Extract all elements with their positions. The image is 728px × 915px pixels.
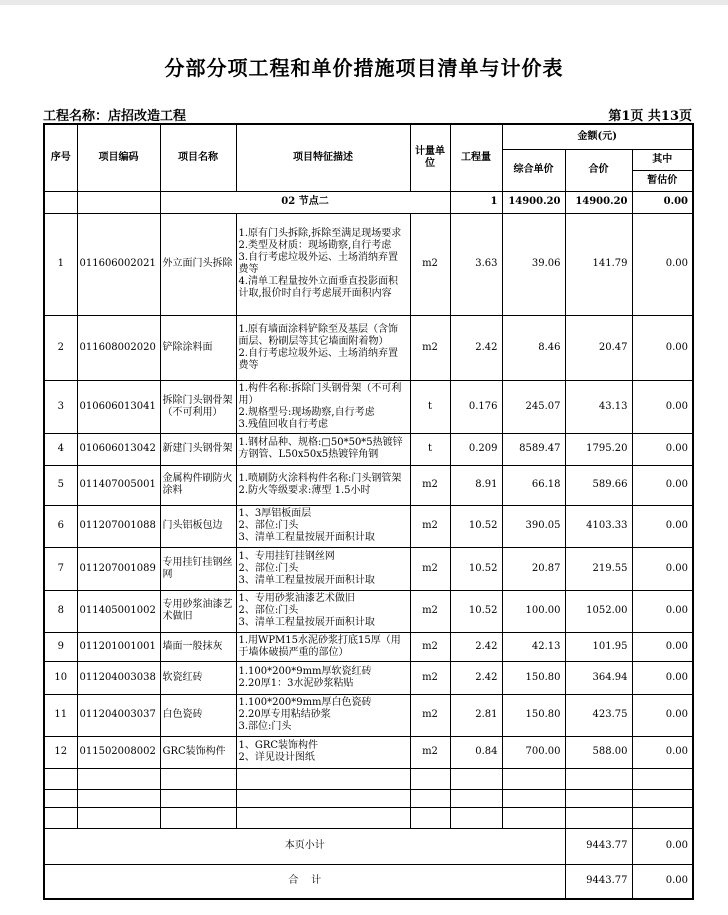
row-total: 4103.33 [565, 505, 632, 547]
row-total: 364.94 [565, 661, 632, 694]
page-title: 分部分项工程和单价措施项目清单与计价表 [164, 56, 564, 80]
row-code: 011207001089 [77, 547, 160, 590]
subtotal-row [44, 828, 693, 864]
row-unit-price: 700.00 [502, 736, 565, 768]
row-unit: m2 [410, 661, 450, 694]
row-name: 软瓷红砖 [160, 661, 236, 694]
row-unit-price: 8.46 [502, 315, 565, 380]
row-seq: 9 [44, 632, 77, 661]
row-desc: 1、3厚铝板面层 2、部位:门头 3、清单工程量按展开面积计取 [236, 505, 410, 547]
grand-total-row-total: 9443.77 [565, 864, 632, 899]
row-unit-price: 8589.47 [502, 433, 565, 465]
row-qty: 10.52 [450, 505, 502, 547]
header-unit: 计量单位 [410, 124, 450, 191]
row-desc: 1.构件名称:拆除门头钢骨架（不可利用） 2.规格型号:现场勘察,自行考虑 3.残值回收自行考虑 [236, 380, 410, 433]
subtotal-row-label: 本页小计 [44, 828, 565, 864]
row-name: 外立面门头拆除 [160, 213, 236, 315]
row-code: 011207001088 [77, 505, 160, 547]
row-seq: 2 [44, 315, 77, 380]
row-unit: m2 [410, 213, 450, 315]
row-code: 011405001002 [77, 590, 160, 632]
row-unit: m2 [410, 694, 450, 736]
row-total: 20.47 [565, 315, 632, 380]
row-qty: 8.91 [450, 465, 502, 505]
row-desc: 1.100*200*9mm厚软瓷红砖 2.20厚1：3水泥砂浆粘贴 [236, 661, 410, 694]
row-provisional: 0.00 [632, 380, 693, 433]
row-provisional: 0.00 [632, 505, 693, 547]
table-row [44, 694, 693, 736]
row-seq: 4 [44, 433, 77, 465]
row-name: 铲除涂料面 [160, 315, 236, 380]
row-unit-price: 390.05 [502, 505, 565, 547]
row-name: 墙面一般抹灰 [160, 632, 236, 661]
row-provisional: 0.00 [632, 736, 693, 768]
table-row [44, 505, 693, 547]
row-desc: 1.用WPM15水泥砂浆打底15厚（用于墙体破损严重的部位） [236, 632, 410, 661]
row-code: 011407005001 [77, 465, 160, 505]
row-seq: 10 [44, 661, 77, 694]
row-provisional: 0.00 [632, 632, 693, 661]
row-desc: 1.原有门头拆除,拆除至满足现场要求 2.类型及材质：现场勘察,自行考虑 3.自行考虑垃圾外运、土场消纳弃置费等 4.清单工程量按外立面垂直投影面积计取,报价时自行考虑展开面积内容 [236, 213, 410, 315]
row-name: 专用砂浆油漆艺术做旧 [160, 590, 236, 632]
row-qty: 0.176 [450, 380, 502, 433]
row-code: 011606002021 [77, 213, 160, 315]
row-total: 589.66 [565, 465, 632, 505]
row-provisional: 0.00 [632, 694, 693, 736]
blank-row [44, 807, 693, 828]
row-total: 423.75 [565, 694, 632, 736]
row-seq: 1 [44, 213, 77, 315]
row-name: GRC装饰构件 [160, 736, 236, 768]
row-seq: 3 [44, 380, 77, 433]
row-seq: 5 [44, 465, 77, 505]
row-seq: 6 [44, 505, 77, 547]
row-qty: 10.52 [450, 590, 502, 632]
row-unit: m2 [410, 465, 450, 505]
table-row [44, 661, 693, 694]
section-label: 02 节点二 [160, 191, 450, 213]
row-qty: 0.209 [450, 433, 502, 465]
grand-total-row-label: 合 计 [44, 864, 565, 899]
row-desc: 1、专用砂浆油漆艺术做旧 2、部位:门头 3、清单工程量按展开面积计取 [236, 590, 410, 632]
row-unit: m2 [410, 315, 450, 380]
row-name: 拆除门头钢骨架（不可利用） [160, 380, 236, 433]
row-total: 1795.20 [565, 433, 632, 465]
header-total: 合价 [565, 149, 632, 191]
section-row [44, 191, 693, 213]
row-qty: 2.42 [450, 632, 502, 661]
row-total: 43.13 [565, 380, 632, 433]
row-seq: 11 [44, 694, 77, 736]
header-unit-price: 综合单价 [502, 149, 565, 191]
row-desc: 1.喷刷防火涂料构件名称:门头钢管架 2.防火等级要求:薄型 1.5小时 [236, 465, 410, 505]
row-qty: 0.84 [450, 736, 502, 768]
row-desc: 1、GRC装饰构件 2、详见设计图纸 [236, 736, 410, 768]
row-desc: 1.原有墙面涂料铲除至及基层（含饰面层、粉刷层等其它墙面附着物） 2.自行考虑垃圾外运、土场消纳弃置费等 [236, 315, 410, 380]
header-desc: 项目特征描述 [236, 124, 410, 191]
project-name: 工程名称：店招改造工程 [43, 109, 187, 124]
row-unit-price: 20.87 [502, 547, 565, 590]
table-row [44, 433, 693, 465]
top-border-strip [0, 0, 728, 5]
row-name: 新建门头钢骨架 [160, 433, 236, 465]
header-seq: 序号 [44, 124, 77, 191]
row-code: 010606013042 [77, 433, 160, 465]
row-name: 白色瓷砖 [160, 694, 236, 736]
row-code: 011204003037 [77, 694, 160, 736]
row-code: 011204003038 [77, 661, 160, 694]
row-unit-price: 100.00 [502, 590, 565, 632]
row-code: 011502008002 [77, 736, 160, 768]
row-provisional: 0.00 [632, 661, 693, 694]
table-row [44, 736, 693, 768]
table-row [44, 547, 693, 590]
header-provisional: 暂估价 [632, 170, 693, 191]
row-unit: m2 [410, 547, 450, 590]
row-unit: t [410, 380, 450, 433]
row-unit-price: 150.80 [502, 661, 565, 694]
row-name: 专用挂钉挂钢丝网 [160, 547, 236, 590]
row-code: 010606013041 [77, 380, 160, 433]
table-row [44, 315, 693, 380]
header-code: 项目编码 [77, 124, 160, 191]
grand-total-row-provisional: 0.00 [632, 864, 693, 899]
row-unit: m2 [410, 736, 450, 768]
row-provisional: 0.00 [632, 315, 693, 380]
table-row [44, 465, 693, 505]
row-qty: 2.42 [450, 661, 502, 694]
row-unit-price: 39.06 [502, 213, 565, 315]
row-qty: 2.42 [450, 315, 502, 380]
row-provisional: 0.00 [632, 547, 693, 590]
row-unit-price: 42.13 [502, 632, 565, 661]
row-unit: m2 [410, 505, 450, 547]
section-provisional: 0.00 [632, 191, 693, 213]
section-unit-price: 14900.20 [502, 191, 565, 213]
row-qty: 10.52 [450, 547, 502, 590]
row-unit-price: 66.18 [502, 465, 565, 505]
row-seq: 8 [44, 590, 77, 632]
row-seq: 7 [44, 547, 77, 590]
row-provisional: 0.00 [632, 433, 693, 465]
row-unit: m2 [410, 632, 450, 661]
row-seq: 12 [44, 736, 77, 768]
blank-row [44, 768, 693, 789]
table-row [44, 380, 693, 433]
section-qty: 1 [450, 191, 502, 213]
header-qty: 工程量 [450, 124, 502, 191]
row-qty: 2.81 [450, 694, 502, 736]
row-unit-price: 245.07 [502, 380, 565, 433]
grand-total-row [44, 864, 693, 899]
blank-row [44, 789, 693, 807]
row-code: 011201001001 [77, 632, 160, 661]
row-desc: 1.100*200*9mm厚白色瓷砖 2.20厚专用粘结砂浆 3.部位:门头 [236, 694, 410, 736]
row-total: 1052.00 [565, 590, 632, 632]
table-row [44, 213, 693, 315]
row-code: 011608002020 [77, 315, 160, 380]
subtotal-row-provisional: 0.00 [632, 828, 693, 864]
row-total: 588.00 [565, 736, 632, 768]
header-row-1 [44, 124, 693, 149]
row-unit: t [410, 433, 450, 465]
row-unit: m2 [410, 590, 450, 632]
row-desc: 1、专用挂钉挂钢丝网 2、部位:门头 3、清单工程量按展开面积计取 [236, 547, 410, 590]
subtotal-row-total: 9443.77 [565, 828, 632, 864]
header-amount: 金额(元) [502, 124, 693, 149]
row-provisional: 0.00 [632, 213, 693, 315]
row-total: 141.79 [565, 213, 632, 315]
bill-of-quantities-table [43, 123, 694, 900]
section-total: 14900.20 [565, 191, 632, 213]
page-indicator: 第1页 共13页 [608, 109, 692, 124]
row-name: 门头铝板包边 [160, 505, 236, 547]
row-desc: 1.钢材品种、规格:□50*50*5热镀锌方钢管、L50x50x5热镀锌角钢 [236, 433, 410, 465]
row-provisional: 0.00 [632, 590, 693, 632]
row-qty: 3.63 [450, 213, 502, 315]
header-of-which: 其中 [632, 149, 693, 170]
row-unit-price: 150.80 [502, 694, 565, 736]
header-name: 项目名称 [160, 124, 236, 191]
row-total: 219.55 [565, 547, 632, 590]
row-name: 金属构件刷防火涂料 [160, 465, 236, 505]
table-row [44, 590, 693, 632]
row-provisional: 0.00 [632, 465, 693, 505]
table-row [44, 632, 693, 661]
row-total: 101.95 [565, 632, 632, 661]
